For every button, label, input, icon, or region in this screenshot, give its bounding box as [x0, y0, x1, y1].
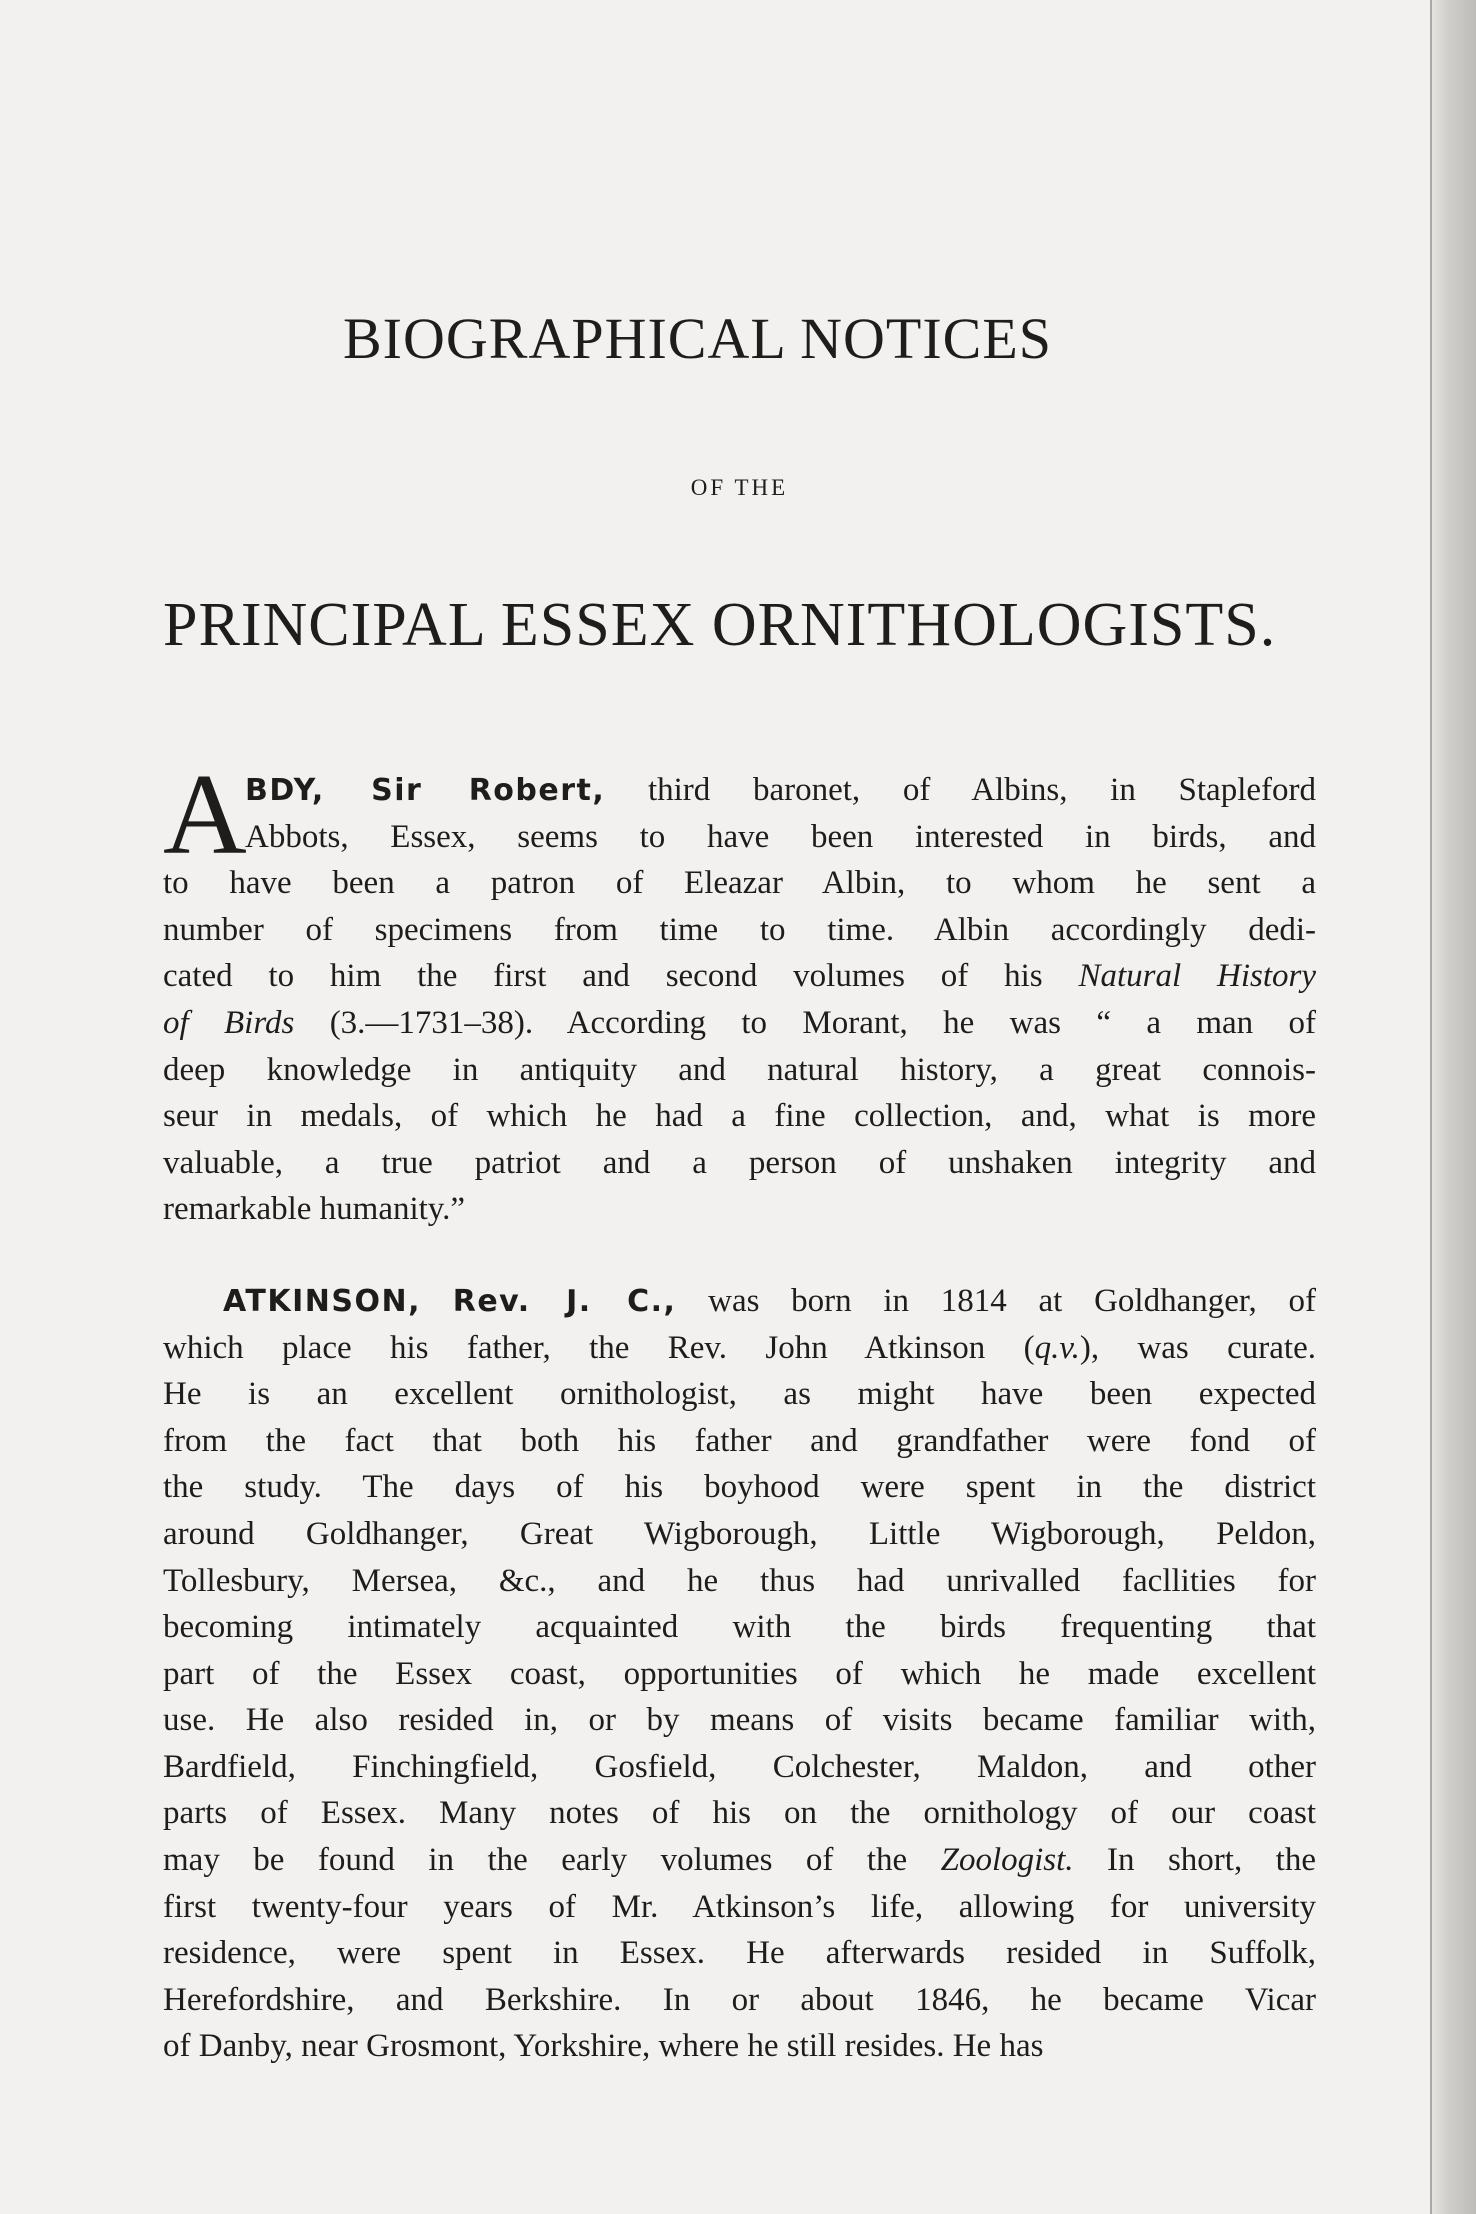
text-line [163, 1790, 1316, 1837]
entry-name: ATKINSON, [223, 1283, 421, 1319]
text-line [163, 1511, 1316, 1558]
text-run: cated to him the first and second volumes of his [163, 958, 1079, 995]
text-run [421, 1283, 453, 1319]
text-run: He is an excellent ornithologist, as might have been expected [163, 1376, 1316, 1413]
text-line [163, 1604, 1316, 1651]
text-line [163, 1651, 1316, 1698]
drop-cap: A [163, 751, 247, 879]
text-run: first twenty-four years of Mr. Atkinson’s life, allowing for university [163, 1888, 1316, 1925]
italic-title: q.v. [1034, 1329, 1080, 1366]
text-run: (3.—1731–38). According to Morant, he was “ a man of [294, 1004, 1316, 1041]
text-run: residence, were spent in Essex. He afterwards resided in Suffolk, [163, 1935, 1316, 1972]
text-line [163, 1325, 1316, 1372]
text-run: to have been a patron of Eleazar Albin, to whom he sent a [163, 865, 1316, 902]
text-run: Herefordshire, and Berkshire. In or about 1846, he became Vicar [163, 1981, 1316, 2018]
section-title: PRINCIPAL ESSEX ORNITHOLOGISTS. [163, 591, 1277, 659]
italic-title: Natural History [1078, 958, 1316, 995]
text-line [163, 1464, 1316, 1511]
text-line [163, 1093, 1316, 1140]
book-page [163, 0, 1316, 2214]
text-line [163, 907, 1316, 954]
text-run: around Goldhanger, Great Wigborough, Little Wigborough, Peldon, [163, 1515, 1316, 1552]
text-line [163, 1000, 1316, 1047]
text-run: may be found in the early volumes of the [163, 1842, 941, 1879]
entry-name: BDY, Sir Robert, [245, 773, 606, 808]
text-run: deep knowledge in antiquity and natural history, a great connois- [163, 1051, 1316, 1088]
paragraph-gap [163, 1233, 1316, 1278]
text-run: becoming intimately acquainted with the birds frequenting that [163, 1609, 1316, 1646]
italic-title: Zoologist. [940, 1842, 1074, 1879]
text-line [163, 767, 1316, 814]
text-run: of Danby, near Grosmont, Yorkshire, where he still resides. He has [163, 2028, 1044, 2065]
text-run: remarkable humanity.” [163, 1191, 466, 1228]
text-run: Abbots, Essex, seems to have been interested in birds, and [245, 818, 1316, 855]
italic-title: of Birds [163, 1004, 295, 1041]
entry-name: Rev. J. C., [452, 1283, 677, 1319]
text-line [163, 1418, 1316, 1465]
text-run: seur in medals, of which he had a fine collection, and, what is more [163, 1098, 1316, 1135]
page-subtitle: OF THE [690, 475, 789, 500]
text-line [163, 1371, 1316, 1418]
text-run: number of specimens from time to time. Albin accordingly dedi- [163, 911, 1316, 948]
text-run: valuable, a true patriot and a person of unshaken integrity and [163, 1144, 1316, 1181]
text-run: In short, the [1073, 1842, 1316, 1879]
text-line [163, 1558, 1316, 1605]
entry-atkinson [163, 1278, 1316, 2070]
text-run: part of the Essex coast, opportunities of which he made excellent [163, 1655, 1316, 1692]
body-text [163, 751, 1316, 2070]
text-line [163, 1837, 1316, 1884]
page-binding-edge [1430, 0, 1432, 2214]
text-line [163, 1697, 1316, 1744]
text-run: the study. The days of his boyhood were spent in the district [163, 1469, 1316, 1506]
text-run: parts of Essex. Many notes of his on the ornithology of our coast [163, 1795, 1316, 1832]
text-run: ), was curate. [1079, 1329, 1316, 1366]
text-line [163, 814, 1316, 861]
text-run: Bardfield, Finchingfield, Gosfield, Colchester, Maldon, and other [163, 1748, 1316, 1785]
page-title: BIOGRAPHICAL NOTICES [343, 306, 1053, 371]
text-run: was born in 1814 at Goldhanger, of [676, 1282, 1316, 1319]
text-run: from the fact that both his father and grandfather were fond of [163, 1422, 1316, 1459]
text-line [163, 1977, 1316, 2024]
text-line [163, 1884, 1316, 1931]
page-edge-shadow [1430, 0, 1476, 2214]
text-line [163, 1047, 1316, 1094]
text-run: third baronet, of Albins, in Stapleford [605, 772, 1316, 808]
text-line [163, 953, 1316, 1000]
text-run: Tollesbury, Mersea, &c., and he thus had unrivalled facllities for [163, 1562, 1316, 1599]
text-run: use. He also resided in, or by means of visits became familiar with, [163, 1702, 1316, 1739]
text-line [163, 1278, 1316, 1325]
entry-abdy [163, 751, 1316, 1233]
text-line [163, 1744, 1316, 1791]
text-line [163, 860, 1316, 907]
text-line [163, 1140, 1316, 1187]
text-line [163, 1186, 1316, 1233]
text-line [163, 2023, 1316, 2070]
text-line [163, 1930, 1316, 1977]
text-run: which place his father, the Rev. John Atkinson ( [163, 1329, 1035, 1366]
